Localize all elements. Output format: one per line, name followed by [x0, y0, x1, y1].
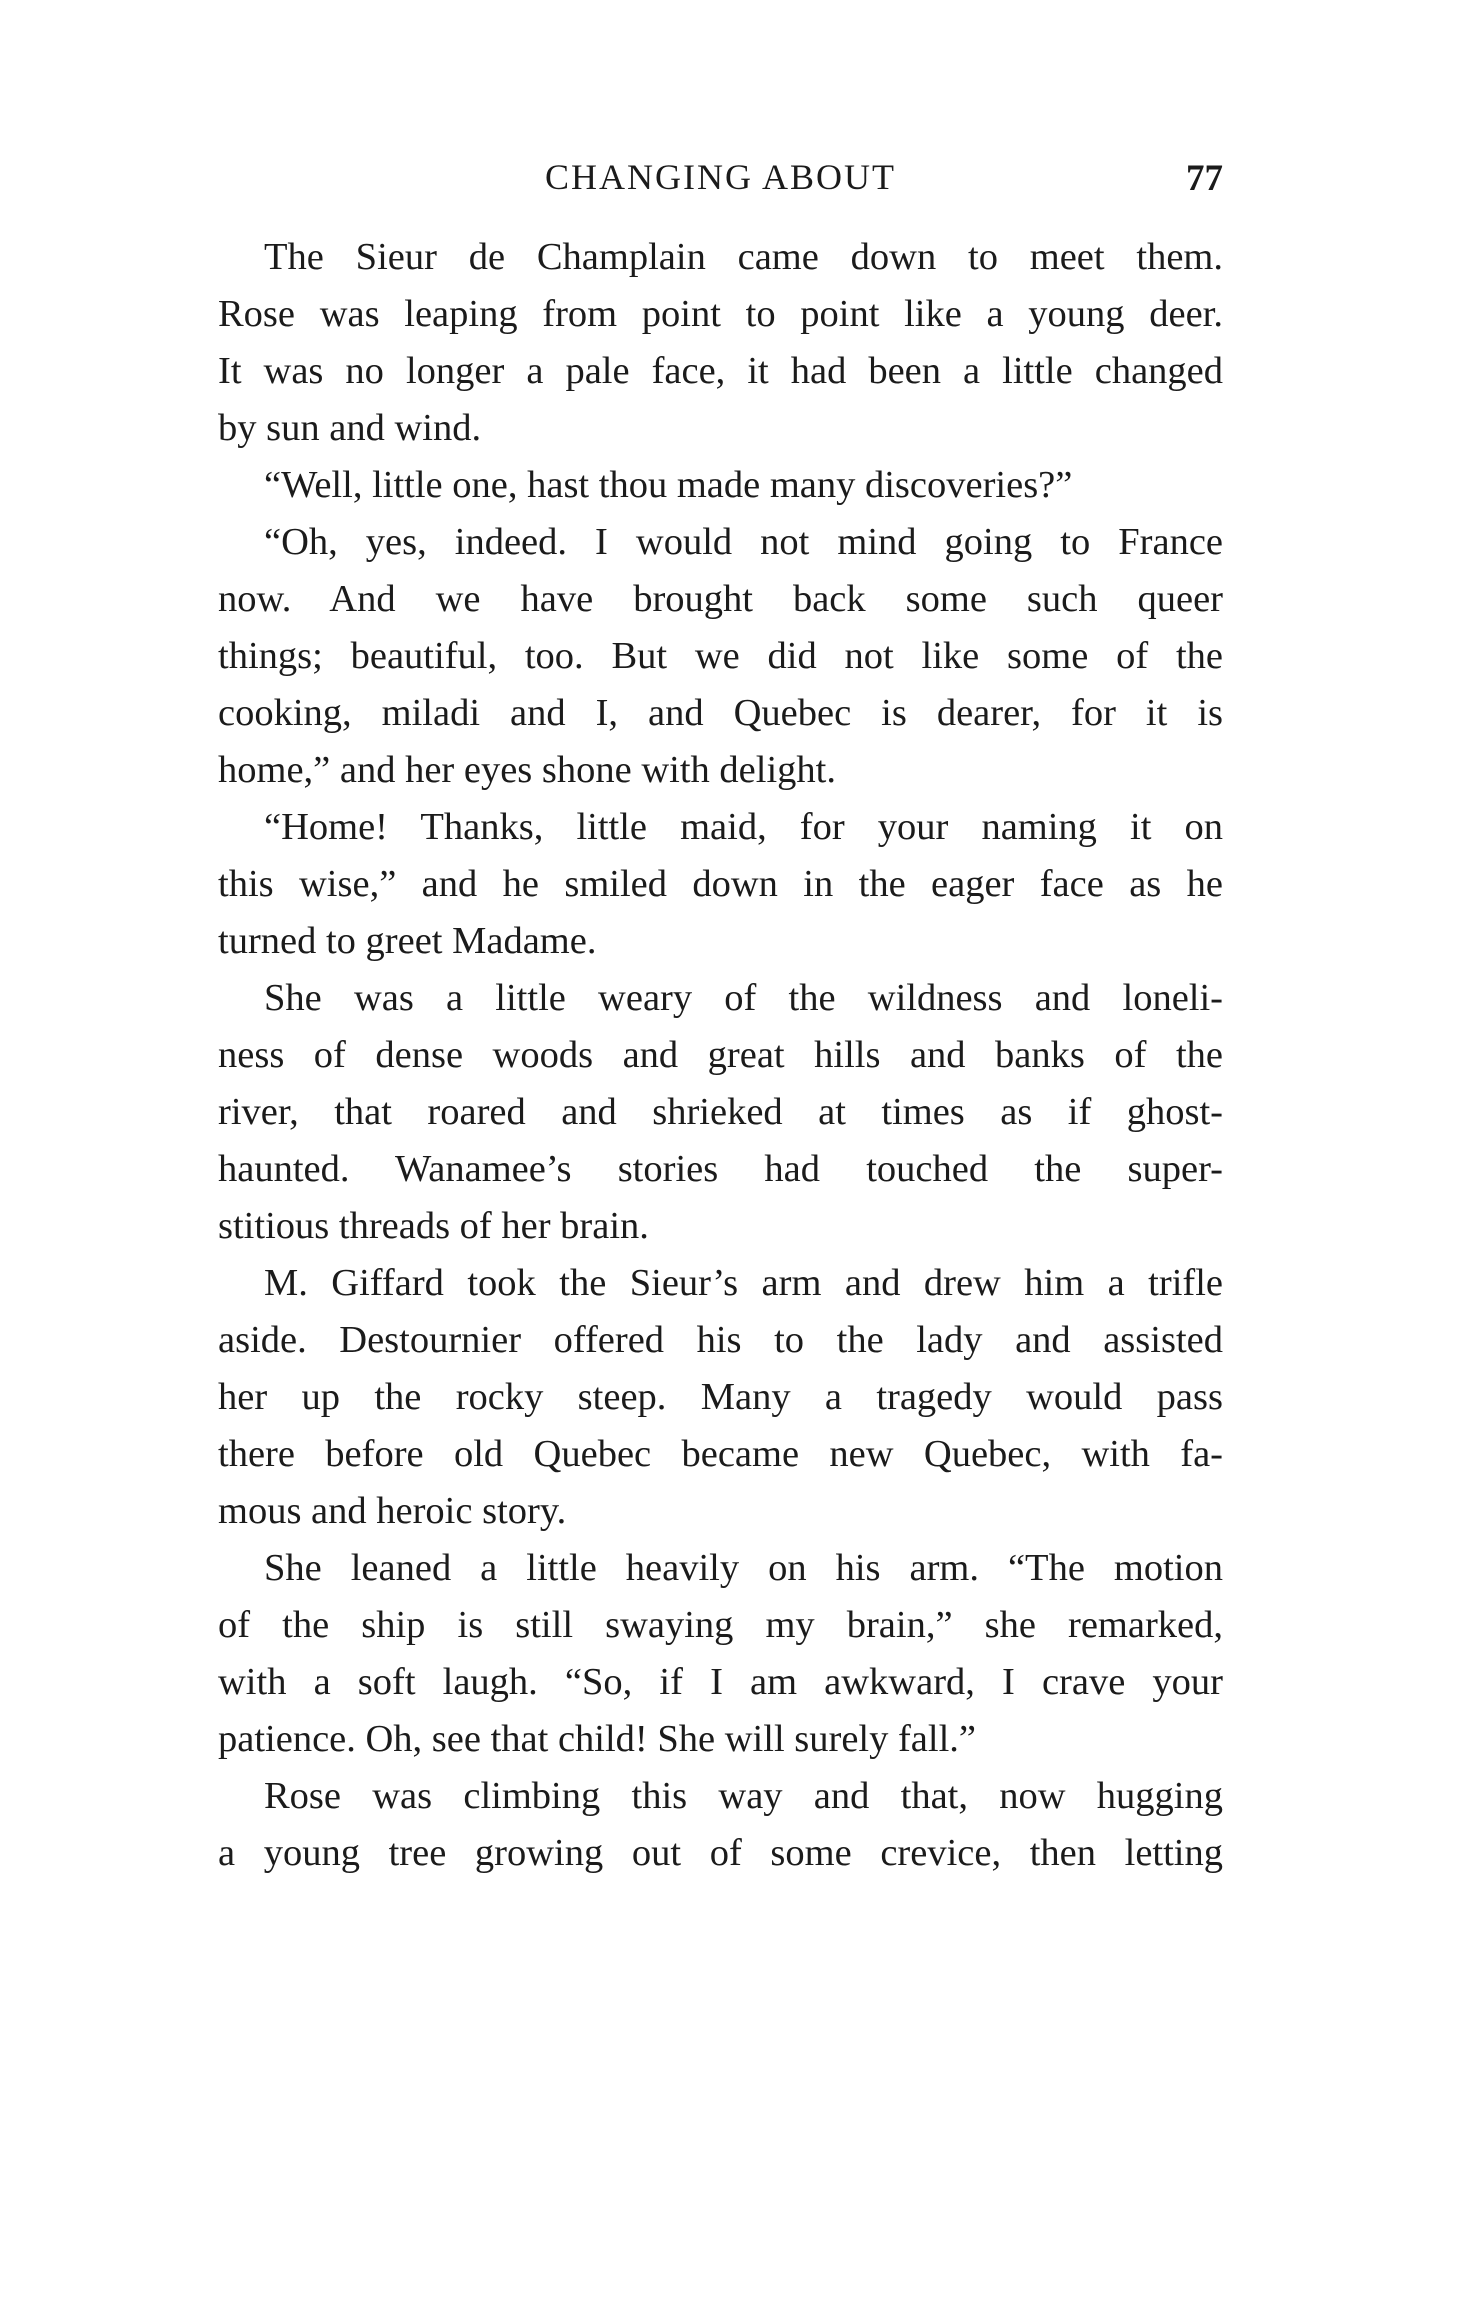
- text-line: things; beautiful, too. But we did not like some of the: [218, 635, 1223, 677]
- text-line: M. Giffard took the Sieur’s arm and drew him a trifle: [264, 1262, 1223, 1304]
- text-line: now. And we have brought back some such queer: [218, 578, 1223, 620]
- text-line: her up the rocky steep. Many a tragedy would pass: [218, 1376, 1223, 1418]
- text-line: She was a little weary of the wildness and loneli-: [264, 977, 1223, 1019]
- text-line: patience. Oh, see that child! She will surely fall.”: [218, 1718, 976, 1760]
- text-line: this wise,” and he smiled down in the eager face as he: [218, 863, 1223, 905]
- text-line: of the ship is still swaying my brain,” she remarked,: [218, 1604, 1223, 1646]
- text-line: The Sieur de Champlain came down to meet them.: [264, 236, 1223, 278]
- text-line: river, that roared and shrieked at times as if ghost-: [218, 1091, 1223, 1133]
- running-head: [218, 152, 1223, 202]
- text-line: cooking, miladi and I, and Quebec is dearer, for it is: [218, 692, 1223, 734]
- text-line: ness of dense woods and great hills and banks of the: [218, 1034, 1223, 1076]
- text-line: aside. Destournier offered his to the lady and assisted: [218, 1319, 1223, 1361]
- text-line: Rose was climbing this way and that, now hugging: [264, 1775, 1223, 1817]
- text-line: stitious threads of her brain.: [218, 1205, 649, 1247]
- chapter-title: CHANGING ABOUT: [545, 157, 896, 197]
- text-line: She leaned a little heavily on his arm. “The motion: [264, 1547, 1223, 1589]
- text-line: “Well, little one, hast thou made many discoveries?”: [264, 464, 1073, 506]
- text-line: “Home! Thanks, little maid, for your naming it on: [264, 806, 1223, 848]
- text-line: Rose was leaping from point to point like a young deer.: [218, 293, 1223, 335]
- text-line: home,” and her eyes shone with delight.: [218, 749, 836, 791]
- text-line: “Oh, yes, indeed. I would not mind going to France: [264, 521, 1223, 563]
- body-text: [218, 229, 1223, 1882]
- text-line: It was no longer a pale face, it had been a little changed: [218, 350, 1223, 392]
- text-line: mous and heroic story.: [218, 1490, 567, 1532]
- text-line: haunted. Wanamee’s stories had touched the super-: [218, 1148, 1223, 1190]
- text-line: with a soft laugh. “So, if I am awkward, I crave your: [218, 1661, 1223, 1703]
- text-line: by sun and wind.: [218, 407, 482, 449]
- text-line: turned to greet Madame.: [218, 920, 597, 962]
- page-number: 77: [1186, 158, 1223, 199]
- text-line: a young tree growing out of some crevice, then letting: [218, 1832, 1223, 1874]
- text-line: there before old Quebec became new Quebec, with fa-: [218, 1433, 1223, 1475]
